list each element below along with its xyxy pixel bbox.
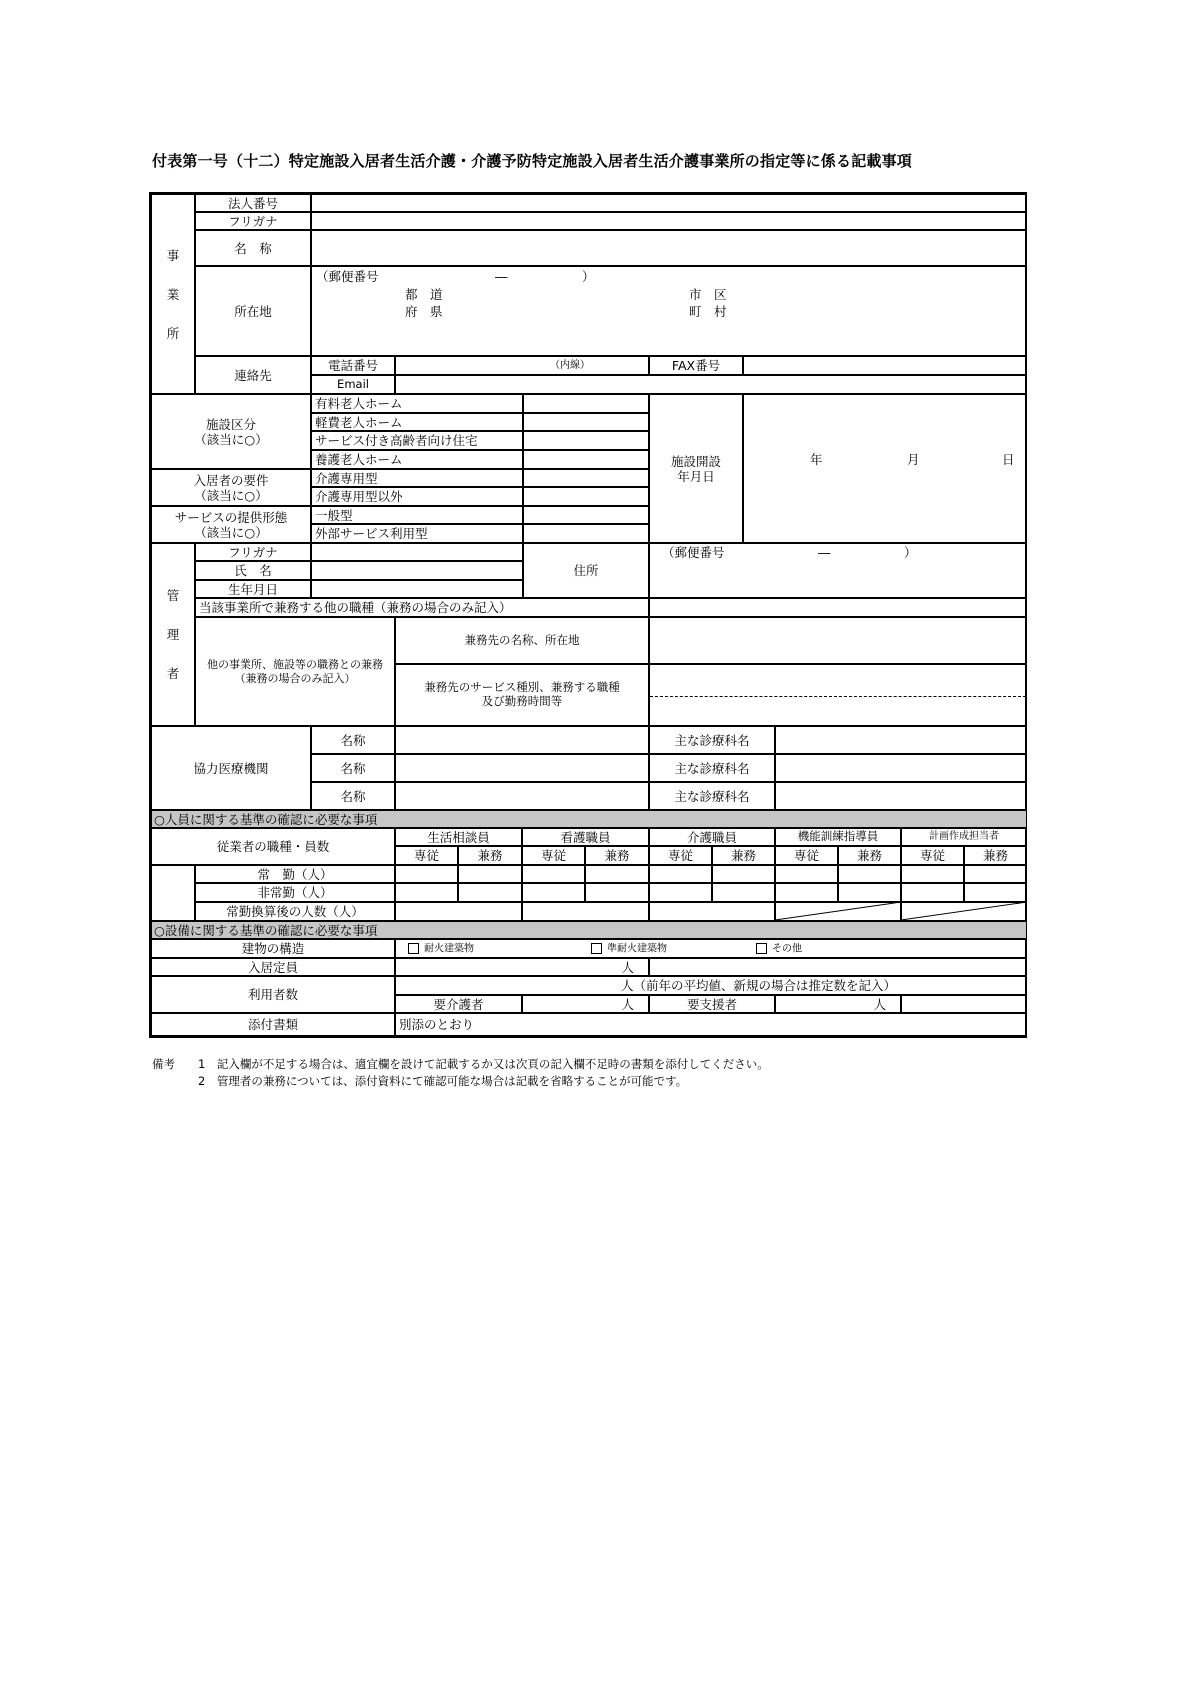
building-structure-label: 建物の構造: [151, 939, 395, 958]
resident-requirement-label: 入居者の要件 （該当に○）: [151, 469, 311, 506]
medical-name-field-2[interactable]: [395, 754, 649, 782]
manager-label-char: 者: [166, 666, 180, 681]
medical-dept-field-2[interactable]: [775, 754, 1027, 782]
office-postal-label: （郵便番号: [316, 269, 379, 284]
nurse-concurrent: 兼務: [585, 846, 649, 865]
note-item-2: 2 管理者の兼務については、添付資料にて確認可能な場合は記載を省略することが可能です。: [198, 1074, 688, 1088]
same-office-duty-field[interactable]: [649, 598, 1027, 617]
facility-category-label: 施設区分 （該当に○）: [151, 394, 311, 469]
planner-full: 専従: [901, 846, 964, 865]
note-row-1: [152, 1056, 769, 1073]
role-counselor: 生活相談員: [395, 828, 522, 846]
diagonal-line: [775, 902, 901, 921]
option-fireproof[interactable]: [408, 943, 474, 955]
staff-cell[interactable]: [458, 865, 522, 883]
same-office-duty-label: 当該事業所で兼務する他の職種（兼務の場合のみ記入）: [195, 598, 649, 617]
service-external: 外部サービス利用型: [311, 524, 523, 543]
office-group-label: [151, 194, 195, 394]
checkbox-icon[interactable]: [408, 943, 419, 954]
staff-cell[interactable]: [395, 865, 458, 883]
concurrent-service-field[interactable]: [649, 664, 1027, 726]
staff-cell[interactable]: [585, 883, 649, 902]
support-need-unit: 人: [873, 997, 886, 1012]
office-postal-close: ）: [582, 269, 595, 284]
staff-cell[interactable]: [901, 883, 964, 902]
category-serviced-housing: サービス付き高齢者向け住宅: [311, 431, 523, 450]
open-date-field[interactable]: [743, 394, 1027, 543]
other-office-duty-label: 他の事業所、施設等の職務との兼務 （兼務の場合のみ記入）: [195, 617, 395, 726]
medical-dept-field-1[interactable]: [775, 726, 1027, 754]
trainer-full: 専従: [775, 846, 838, 865]
users-label: 利用者数: [151, 976, 395, 1013]
capacity-spare: [649, 958, 1027, 976]
office-city-top: 市 区: [689, 287, 727, 302]
category-paid-home: 有料老人ホーム: [311, 394, 523, 413]
caregiver-concurrent: 兼務: [712, 846, 775, 865]
application-form: [149, 192, 1027, 1038]
option-label: 準耐火建築物: [607, 943, 667, 955]
requirement-care-only-mark[interactable]: [523, 469, 649, 487]
staff-cell[interactable]: [522, 865, 585, 883]
medical-institution-label: 協力医療機関: [151, 726, 311, 810]
role-trainer: 機能訓練指導員: [775, 828, 901, 846]
category-nursing-home-mark[interactable]: [523, 450, 649, 469]
office-furigana-label: フリガナ: [195, 212, 311, 230]
office-name-field[interactable]: [311, 230, 1027, 266]
medical-name-label-1: 名称: [311, 726, 395, 754]
medical-dept-field-3[interactable]: [775, 782, 1027, 810]
converted-row-label: 常勤換算後の人数（人）: [195, 902, 395, 921]
year-label: 年: [810, 452, 823, 467]
staff-cell[interactable]: [901, 865, 964, 883]
extension-label: （内線）: [550, 360, 590, 371]
manager-label-char: 理: [166, 627, 180, 642]
option-label: その他: [772, 943, 802, 955]
staff-cell[interactable]: [712, 865, 775, 883]
building-structure-options: [395, 939, 1027, 958]
page-title: 付表第一号（十二）特定施設入居者生活介護・介護予防特定施設入居者生活介護事業所の指定等に係る記載事項: [152, 152, 913, 170]
counselor-full: 専従: [395, 846, 458, 865]
staff-converted-cell-crossed: [775, 902, 901, 921]
office-label-char: 業: [166, 286, 180, 302]
month-label: 月: [907, 452, 920, 467]
option-other[interactable]: [756, 943, 802, 955]
office-prefecture-top: 都 道: [405, 287, 443, 302]
manager-furigana-label: フリガナ: [195, 543, 311, 561]
staff-header-label: 従業者の職種・員数: [151, 828, 395, 865]
staff-cell[interactable]: [712, 883, 775, 902]
checkbox-icon[interactable]: [591, 943, 602, 954]
day-label: 日: [1002, 452, 1015, 467]
manager-postal-close: ）: [904, 545, 917, 560]
staff-cell[interactable]: [838, 865, 901, 883]
phone-field[interactable]: [395, 356, 649, 375]
note-item-1: 1 記入欄が不足する場合は、適宜欄を設けて記載するか又は次頁の記入欄不足時の書類を添付してください。: [198, 1057, 769, 1071]
office-postal-dash: ―: [495, 269, 508, 284]
support-need-field[interactable]: [775, 995, 901, 1013]
staff-section-header: ○人員に関する基準の確認に必要な事項: [151, 810, 1027, 828]
attachment-label: 添付書類: [151, 1013, 395, 1036]
staff-cell[interactable]: [838, 883, 901, 902]
option-semi-fireproof[interactable]: [591, 943, 667, 955]
dashed-divider: [650, 696, 1026, 697]
service-general-mark[interactable]: [523, 506, 649, 524]
manager-postal-label: （郵便番号: [662, 545, 725, 560]
staff-cell[interactable]: [775, 865, 838, 883]
fax-field[interactable]: [743, 356, 1027, 375]
parttime-row-label: 非常勤（人）: [195, 883, 395, 902]
staff-left-margin: [151, 865, 195, 921]
category-nursing-home: 養護老人ホーム: [311, 450, 523, 469]
category-lowcost-home-mark[interactable]: [523, 413, 649, 431]
category-paid-home-mark[interactable]: [523, 394, 649, 413]
staff-cell[interactable]: [964, 883, 1027, 902]
office-prefecture-bottom: 府 県: [405, 304, 443, 319]
caregiver-full: 専従: [649, 846, 712, 865]
corp-number-label: 法人番号: [195, 194, 311, 212]
office-label-char: 所: [166, 325, 180, 341]
service-form-label: サービスの提供形態 （該当に○）: [151, 506, 311, 543]
manager-group-label: [151, 543, 195, 726]
trainer-concurrent: 兼務: [838, 846, 901, 865]
planner-concurrent: 兼務: [964, 846, 1027, 865]
staff-cell[interactable]: [649, 865, 712, 883]
office-furigana-field[interactable]: [311, 212, 1027, 230]
support-need-spare: [901, 995, 1027, 1013]
care-need-label: 要介護者: [395, 995, 522, 1013]
office-address-field[interactable]: [311, 266, 1027, 356]
staff-converted-cell[interactable]: [395, 902, 522, 921]
counselor-concurrent: 兼務: [458, 846, 522, 865]
users-field[interactable]: [395, 976, 1027, 995]
concurrent-service-label: 兼務先のサービス種別、兼務する職種 及び勤務時間等: [395, 664, 649, 726]
open-date-label: 施設開設 年月日: [649, 394, 743, 543]
notes: [152, 1056, 769, 1090]
medical-name-label-3: 名称: [311, 782, 395, 810]
office-label-char: 事: [166, 247, 180, 263]
support-need-label: 要支援者: [649, 995, 775, 1013]
diagonal-line: [901, 902, 1027, 921]
capacity-unit: 人: [621, 960, 634, 975]
concurrent-name-field[interactable]: [649, 617, 1027, 664]
staff-cell[interactable]: [649, 883, 712, 902]
manager-label-char: 管: [166, 588, 180, 603]
staff-cell[interactable]: [585, 865, 649, 883]
medical-name-field-1[interactable]: [395, 726, 649, 754]
office-city-bottom: 町 村: [689, 304, 727, 319]
medical-dept-label-2: 主な診療科名: [649, 754, 775, 782]
staff-converted-cell[interactable]: [649, 902, 775, 921]
role-nurse: 看護職員: [522, 828, 649, 846]
medical-name-field-3[interactable]: [395, 782, 649, 810]
category-serviced-housing-mark[interactable]: [523, 431, 649, 450]
attachment-value: 別添のとおり: [395, 1013, 1027, 1036]
concurrent-name-label: 兼務先の名称、所在地: [395, 617, 649, 664]
medical-name-label-2: 名称: [311, 754, 395, 782]
notes-label: 備考: [152, 1057, 175, 1071]
staff-cell[interactable]: [775, 883, 838, 902]
manager-name-label: 氏 名: [195, 561, 311, 580]
nurse-full: 専従: [522, 846, 585, 865]
office-contact-label: 連絡先: [195, 356, 311, 394]
fax-label: FAX番号: [649, 356, 743, 375]
capacity-label: 入居定員: [151, 958, 395, 976]
manager-postal-dash: ―: [818, 545, 831, 560]
category-lowcost-home: 軽費老人ホーム: [311, 413, 523, 431]
requirement-other-mark[interactable]: [523, 487, 649, 506]
option-label: 耐火建築物: [424, 943, 474, 955]
care-need-unit: 人: [621, 997, 634, 1012]
requirement-care-only: 介護専用型: [311, 469, 523, 487]
users-note: 人（前年の平均値、新規の場合は推定数を記入）: [621, 978, 897, 993]
email-field[interactable]: [395, 375, 1027, 394]
requirement-other: 介護専用型以外: [311, 487, 523, 506]
staff-cell[interactable]: [458, 883, 522, 902]
staff-cell[interactable]: [395, 883, 458, 902]
care-need-field[interactable]: [522, 995, 649, 1013]
service-general: 一般型: [311, 506, 523, 524]
fulltime-row-label: 常 勤（人）: [195, 865, 395, 883]
capacity-field[interactable]: [395, 958, 649, 976]
staff-converted-cell-crossed: [901, 902, 1027, 921]
manager-address-label: 住所: [523, 543, 649, 598]
medical-dept-label-1: 主な診療科名: [649, 726, 775, 754]
manager-furigana-field[interactable]: [311, 543, 523, 561]
medical-dept-label-3: 主な診療科名: [649, 782, 775, 810]
phone-label: 電話番号: [311, 356, 395, 375]
checkbox-icon[interactable]: [756, 943, 767, 954]
role-caregiver: 介護職員: [649, 828, 775, 846]
manager-address-field[interactable]: [649, 543, 1027, 598]
staff-cell[interactable]: [964, 865, 1027, 883]
office-address-label: 所在地: [195, 266, 311, 356]
manager-birth-field[interactable]: [311, 580, 523, 598]
manager-birth-label: 生年月日: [195, 580, 311, 598]
service-external-mark[interactable]: [523, 524, 649, 543]
note-row-2: [152, 1073, 769, 1090]
staff-cell[interactable]: [522, 883, 585, 902]
equipment-section-header: ○設備に関する基準の確認に必要な事項: [151, 921, 1027, 939]
corp-number-field[interactable]: [311, 194, 1027, 212]
manager-name-field[interactable]: [311, 561, 523, 580]
email-label: Email: [311, 375, 395, 394]
office-name-label: 名 称: [195, 230, 311, 266]
role-planner: 計画作成担当者: [901, 828, 1027, 846]
staff-converted-cell[interactable]: [522, 902, 649, 921]
